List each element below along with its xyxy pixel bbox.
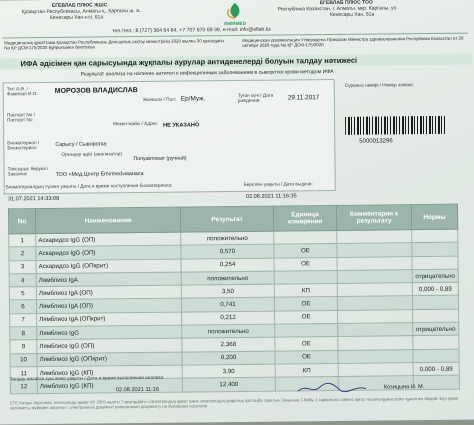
received-label: Биоматериалдың түскен уақыты / Дата и время поступления биоматериала: — [5, 182, 173, 190]
row-number: 10 — [10, 353, 37, 367]
row-number: 8 — [10, 327, 37, 341]
address-value: НЕ УКАЗАНО — [163, 122, 200, 129]
row-number: 7 — [10, 313, 37, 327]
col-norm: Нормы — [411, 204, 457, 229]
address-ru-line2: Кенесары Хан, 61а — [329, 11, 375, 19]
row-result: 2,368 — [182, 337, 275, 351]
row-unit: ОЕ — [275, 337, 338, 351]
row-number: 5 — [9, 287, 36, 301]
dob-label: Туған күні / Дата рождения: — [237, 92, 274, 103]
row-unit: ОЕ — [274, 244, 337, 258]
lab-name-ru: ЕГЕВЛАБ ПЛЮС ТОО — [319, 0, 373, 7]
row-comment — [337, 243, 412, 257]
analyzer-value: Полуавтомат (ручной) — [133, 155, 187, 163]
passport-label: Паспорт No / Паспорт No — [6, 112, 36, 123]
row-name: Лямблиоз IgG (КП) — [37, 378, 182, 393]
col-name: Наименование — [35, 207, 180, 234]
col-comment: Комментарии к результату — [336, 205, 411, 231]
order-label: Тапсырыс берушi / Заказчик — [7, 165, 49, 177]
row-comment — [337, 296, 412, 310]
row-name: Лямблиоз IgG (ОП) — [37, 338, 182, 353]
row-norm: 0,000 - 0,89 — [412, 282, 458, 296]
row-comment — [338, 336, 413, 350]
performed-label: Талдау жасаған күні және уақыты / Дата и время выполнения анализа — [9, 374, 164, 382]
row-unit — [275, 324, 338, 338]
address-ru-line1: Республика Казахстан, г. Алматы, мкр. Каргалы, ул. — [277, 5, 398, 13]
address-label: Мекен-жайы / Адрес — [113, 120, 158, 127]
row-number: 3 — [9, 260, 36, 274]
row-unit: КП — [274, 284, 337, 298]
col-result: Результат — [180, 206, 273, 232]
row-name: Лямблиоз IgG (ОПкрит) — [37, 352, 182, 367]
row-name: Лямблиоз IgA (ОПкрит) — [37, 312, 182, 327]
row-number: 9 — [10, 340, 37, 354]
row-result: 12,400 — [182, 377, 275, 391]
row-comment — [338, 309, 413, 323]
row-result: 0,570 — [181, 244, 274, 258]
row-comment — [338, 323, 413, 337]
patient-name: МОРОЗОВ ВЛАДИСЛАВ — [54, 87, 138, 95]
row-norm: отрицательно — [412, 269, 458, 283]
address-kz-line1: Қазақстан Республикасы, Алматы қ., Қарғалы ш. а., — [21, 7, 142, 16]
row-unit — [274, 230, 337, 244]
report-title-ru: Результат анализа на наличие антител к инфекционным заболеваниям в сыворотке крови методом ИФА — [80, 68, 334, 78]
doctor-name: Козицына И. М. — [383, 384, 425, 391]
emirmed-logo — [220, 1, 250, 27]
row-name: Лямблиоз IgA — [36, 272, 181, 287]
row-result: 3,50 — [181, 284, 274, 298]
row-comment — [337, 270, 412, 284]
barcode — [345, 116, 445, 135]
row-comment — [337, 283, 412, 297]
row-result: положительно — [182, 324, 275, 338]
row-number: 6 — [9, 300, 36, 314]
issued-value: 02.08.2021 11:16:35 — [245, 193, 297, 200]
row-unit: ОЕ — [275, 310, 338, 324]
row-result: положительно — [181, 271, 274, 285]
received-value: 31.07.2021 14:33:08 — [7, 195, 60, 203]
row-number: 1 — [9, 234, 36, 248]
row-unit — [274, 270, 337, 284]
row-norm — [412, 242, 458, 256]
col-number: No — [8, 209, 35, 234]
row-number: 2 — [9, 247, 36, 261]
row-name: Лямблиоз IgA (ОП) — [36, 299, 181, 314]
row-name: Лямблиоз IgG — [37, 325, 182, 340]
row-comment — [337, 256, 412, 270]
col-unit: Единица измерения — [273, 205, 336, 231]
row-norm: 0,000 - 0,89 — [413, 362, 459, 376]
performed-date: 02.08.2021 11:16 — [115, 386, 160, 394]
order-value: ТОО «Мед.Центр Emirmed»манаса — [55, 170, 144, 178]
row-result: 0,254 — [181, 258, 274, 272]
row-norm — [412, 256, 458, 270]
row-name: Аскаридоз IgG (ОПкрит) — [36, 259, 181, 274]
address-kz-line2: Кенесары Хан к-сі, 61а — [49, 14, 104, 21]
row-number: 11 — [10, 367, 37, 381]
lab-name-kz: ЕГЕВЛАБ ПЛЮС ЖШС — [51, 2, 108, 9]
row-number: 4 — [9, 273, 36, 287]
row-norm — [413, 336, 459, 350]
row-norm: отрицательно — [413, 322, 459, 336]
row-number: 12 — [10, 380, 37, 394]
analyzer-label: Орындау әдісі (анализатор) — [61, 151, 122, 157]
sex-value: Ер/Муж. — [180, 95, 206, 103]
row-result: положительно — [181, 231, 274, 245]
issued-label: Берілген уақыты / Дата выдачи: — [243, 181, 313, 187]
sex-label: Жынысы / Пол: — [142, 96, 177, 102]
barcode-number: 5000013296 — [359, 138, 393, 145]
row-norm — [412, 296, 458, 310]
biomaterial-label: Биоматериал / Биоматериал — [7, 140, 40, 151]
row-unit: ОЕ — [275, 350, 338, 364]
row-result: 0,200 — [182, 351, 275, 365]
row-comment — [337, 230, 412, 244]
row-norm — [413, 349, 459, 363]
row-unit: ОЕ — [274, 297, 337, 311]
row-name: Лямблиоз IgA (ОП) — [36, 285, 181, 300]
row-norm — [413, 309, 459, 323]
row-name: Аскаридоз IgG (ОП) — [36, 245, 181, 260]
biomaterial-value: Сарысу / Сыворотка — [55, 141, 107, 148]
logo-text: EMIRMED — [224, 20, 246, 27]
ministry-note-kz: Медициналық құжаттама Қазақстан Республикасы Денсаулық сақтау министрінің 2020 жылғы 30 қазандағы No ҚР ДСМ-175/2020 бұйрығымен бекітілген — [4, 38, 224, 51]
row-result: 0,741 — [181, 298, 274, 312]
legal-footnote: ЕГЕ Хатшы Зертхана, электронды құжат КР 2003 жылғы 7 қаңтардағы «Электрондық құжат және электрондық цифрлық қолтаңба туралы» Заңының 7-бабы 1 тармағына сәйкес қағаз тасымалдағыштағы құжатпен бірдей. Бұл құжат автоматты жүйеден алынған / электронный документ равнозначен документу на бумажном носителе — [9, 395, 459, 411]
doctor-signature — [296, 380, 386, 395]
report-title-kz: ИФА әдісімен қан сарысуында жұқпалы аурулар антиденелерді болуын талдау нәтижесі — [20, 55, 358, 69]
patient-name-label: Тегі А.Ә. / Фамилия И.О. — [6, 86, 38, 97]
request-number-label: Сүраныс нөмірі / Номер заявки: — [344, 82, 414, 88]
row-name: Аскаридоз IgG (ОП) — [36, 232, 181, 247]
ministry-note-ru: Медицинская документация Утверждена Приказом Министра здравоохранения Республики Казахстан от 30 октября 2020 года No ҚР ДСМ-175/2020 — [242, 35, 464, 49]
row-result: 3,90 — [182, 364, 275, 378]
row-unit: ОЕ — [274, 257, 337, 271]
results-table — [8, 204, 460, 394]
row-comment — [338, 363, 413, 377]
row-comment — [338, 349, 413, 363]
row-norm — [412, 229, 458, 243]
row-unit: КП — [275, 363, 338, 377]
row-result: 0,212 — [182, 311, 275, 325]
row-name: Лямблиоз IgG (КП) — [37, 365, 182, 380]
contacts-line: тел./тел.: 8 (727) 364 64 64, +7 707 670 69 39, e-mail: info@ellab.kz — [112, 26, 271, 35]
dob-value: 29.11.2017 — [287, 94, 320, 102]
